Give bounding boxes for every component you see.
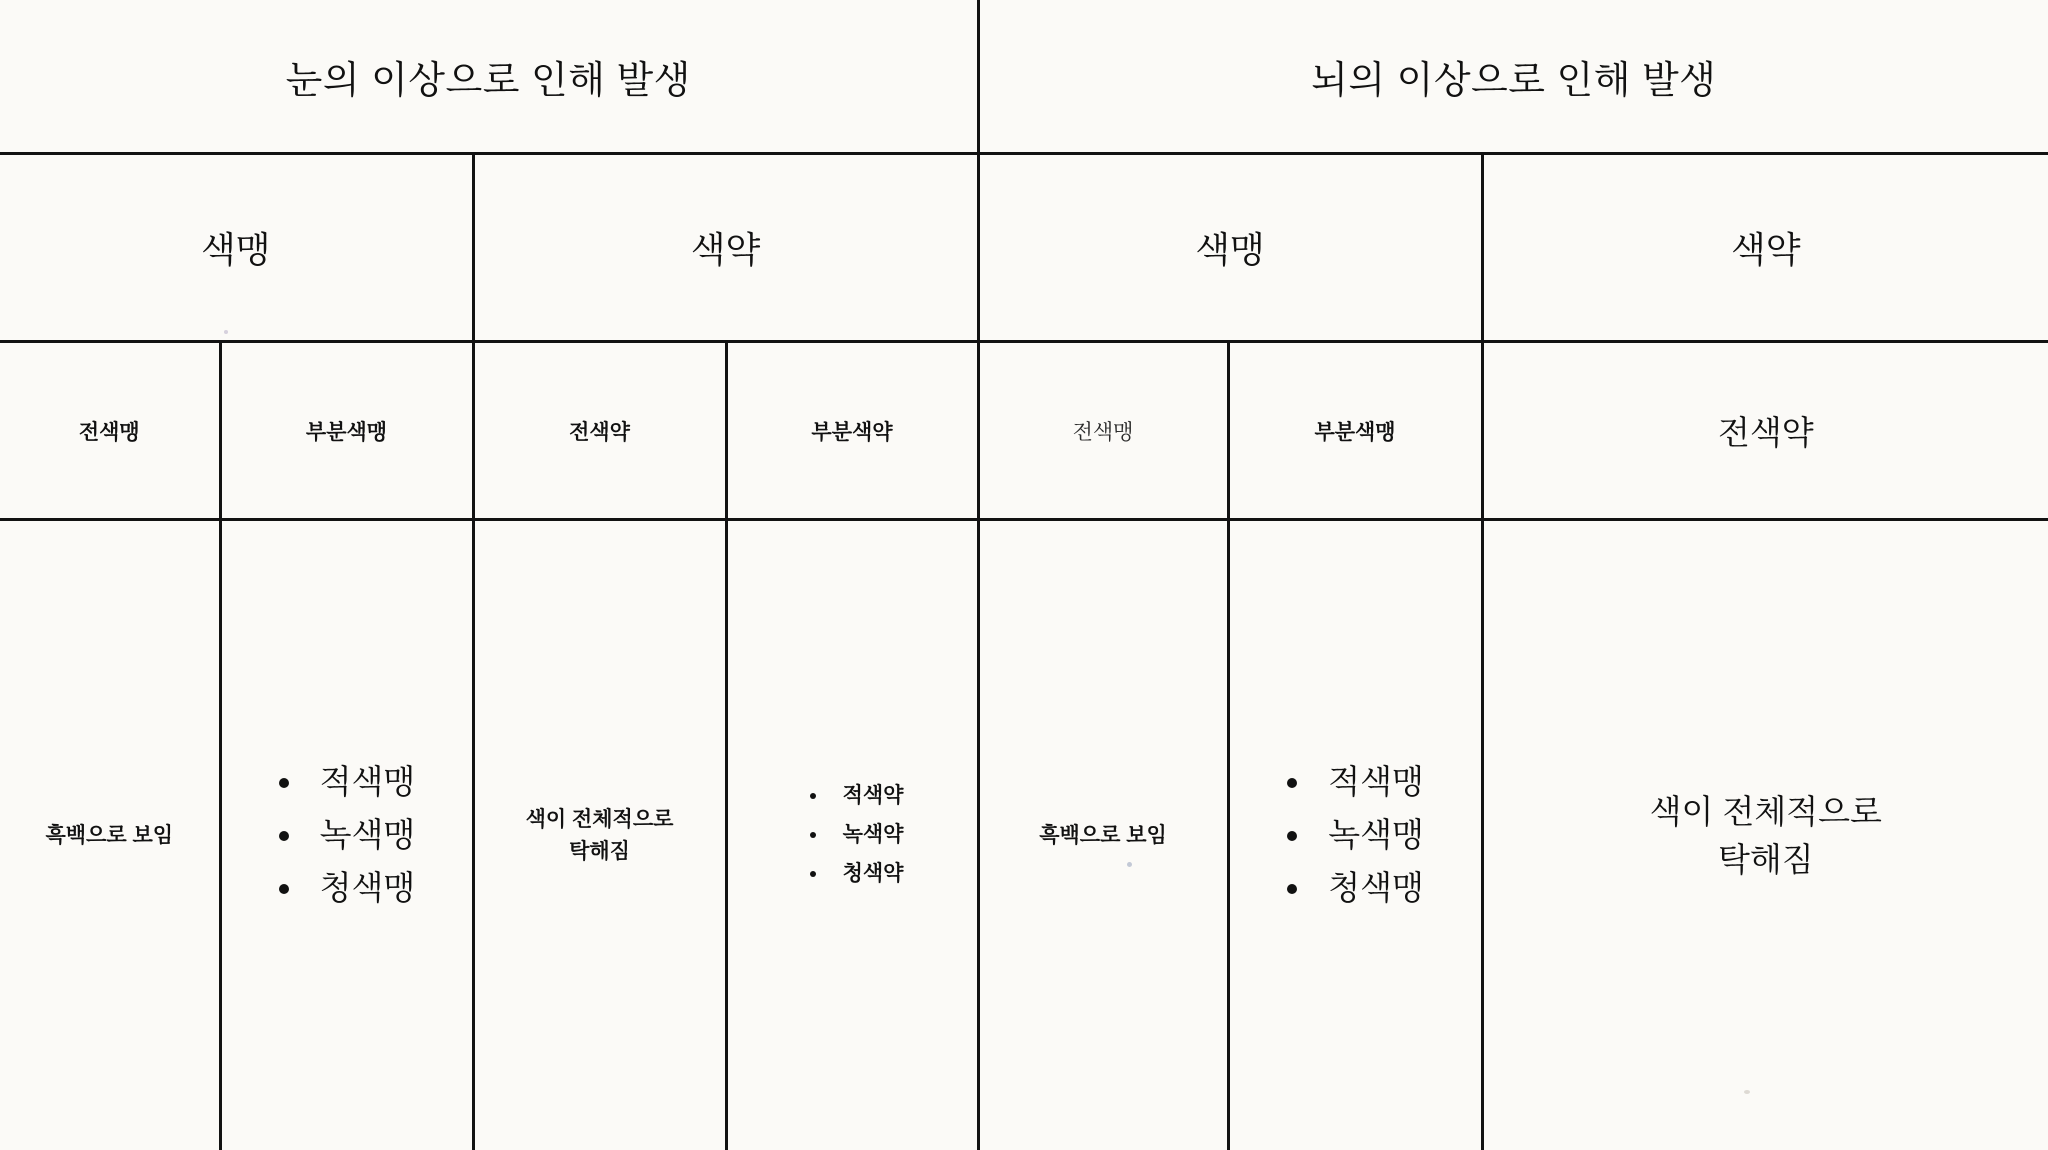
desc-brain-total-blind xyxy=(978,520,1228,1150)
list-item: • 녹색약 xyxy=(829,816,904,855)
table-row-kind xyxy=(0,154,2048,342)
list-item: • 녹색맹 xyxy=(1314,809,1424,862)
origin-header-eye-label: 눈의 이상으로 인해 발생 xyxy=(0,49,977,104)
desc-brain-total-weak-text xyxy=(1484,788,2048,884)
desc-eye-total-weak-text xyxy=(475,804,725,867)
kind-header-eye-colorblind xyxy=(0,154,473,342)
degree-header-brain-total-weak xyxy=(1482,342,2048,520)
list-item: • 청색맹 xyxy=(1314,862,1424,915)
degree-header-eye-partial-blind xyxy=(220,342,473,520)
list-item: • 녹색맹 xyxy=(306,809,416,862)
desc-eye-total-weak xyxy=(473,520,726,1150)
table-row-origin xyxy=(0,0,2048,154)
desc-eye-total-blind xyxy=(0,520,220,1150)
list-item: • 청색약 xyxy=(829,855,904,894)
desc-eye-total-weak-line2: 탁해짐 xyxy=(485,836,715,868)
degree-header-eye-total-blind-label: 전색맹 xyxy=(0,416,219,446)
kind-header-brain-colorweak-label: 색약 xyxy=(1484,222,2048,273)
table-row-description xyxy=(0,520,2048,1150)
desc-eye-total-blind-text: 흑백으로 보임 xyxy=(0,820,219,852)
desc-brain-total-weak-line2: 탁해짐 xyxy=(1494,836,2039,884)
desc-brain-total-blind-text: 흑백으로 보임 xyxy=(980,820,1227,852)
origin-header-brain-label: 뇌의 이상으로 인해 발생 xyxy=(980,49,2048,104)
list-item: • 청색맹 xyxy=(306,862,416,915)
kind-header-eye-colorblind-label: 색맹 xyxy=(0,222,472,273)
kind-header-eye-colorweak xyxy=(473,154,978,342)
kind-header-brain-colorblind-label: 색맹 xyxy=(980,222,1481,273)
list-item: • 적색맹 xyxy=(1314,756,1424,809)
degree-header-eye-total-blind xyxy=(0,342,220,520)
degree-header-brain-total-blind xyxy=(978,342,1228,520)
desc-eye-partial-blind-list xyxy=(278,756,416,914)
desc-brain-total-weak-line1: 색이 전체적으로 xyxy=(1494,788,2039,836)
degree-header-brain-total-blind-label: 전색맹 xyxy=(980,416,1227,446)
degree-header-brain-partial-blind-label: 부분색맹 xyxy=(1230,416,1481,446)
desc-brain-partial-blind xyxy=(1228,520,1482,1150)
degree-header-eye-partial-weak xyxy=(726,342,978,520)
origin-header-brain xyxy=(978,0,2048,154)
degree-header-eye-total-weak xyxy=(473,342,726,520)
list-item: • 적색맹 xyxy=(306,756,416,809)
degree-header-eye-partial-blind-label: 부분색맹 xyxy=(222,416,472,446)
origin-header-eye xyxy=(0,0,978,154)
list-item: • 적색약 xyxy=(829,777,904,816)
degree-header-eye-total-weak-label: 전색약 xyxy=(475,416,725,446)
desc-brain-partial-blind-list xyxy=(1286,756,1424,914)
desc-brain-total-weak xyxy=(1482,520,2048,1150)
kind-header-brain-colorweak xyxy=(1482,154,2048,342)
kind-header-brain-colorblind xyxy=(978,154,1482,342)
degree-header-eye-partial-weak-label: 부분색약 xyxy=(728,416,977,446)
degree-header-brain-partial-blind xyxy=(1228,342,1482,520)
desc-eye-total-weak-line1: 색이 전체적으로 xyxy=(485,804,715,836)
table-row-degree xyxy=(0,342,2048,520)
desc-eye-partial-weak-list xyxy=(801,777,904,894)
kind-header-eye-colorweak-label: 색약 xyxy=(475,222,977,273)
desc-eye-partial-weak xyxy=(726,520,978,1150)
desc-eye-partial-blind xyxy=(220,520,473,1150)
degree-header-brain-total-weak-label: 전색약 xyxy=(1484,407,2048,454)
